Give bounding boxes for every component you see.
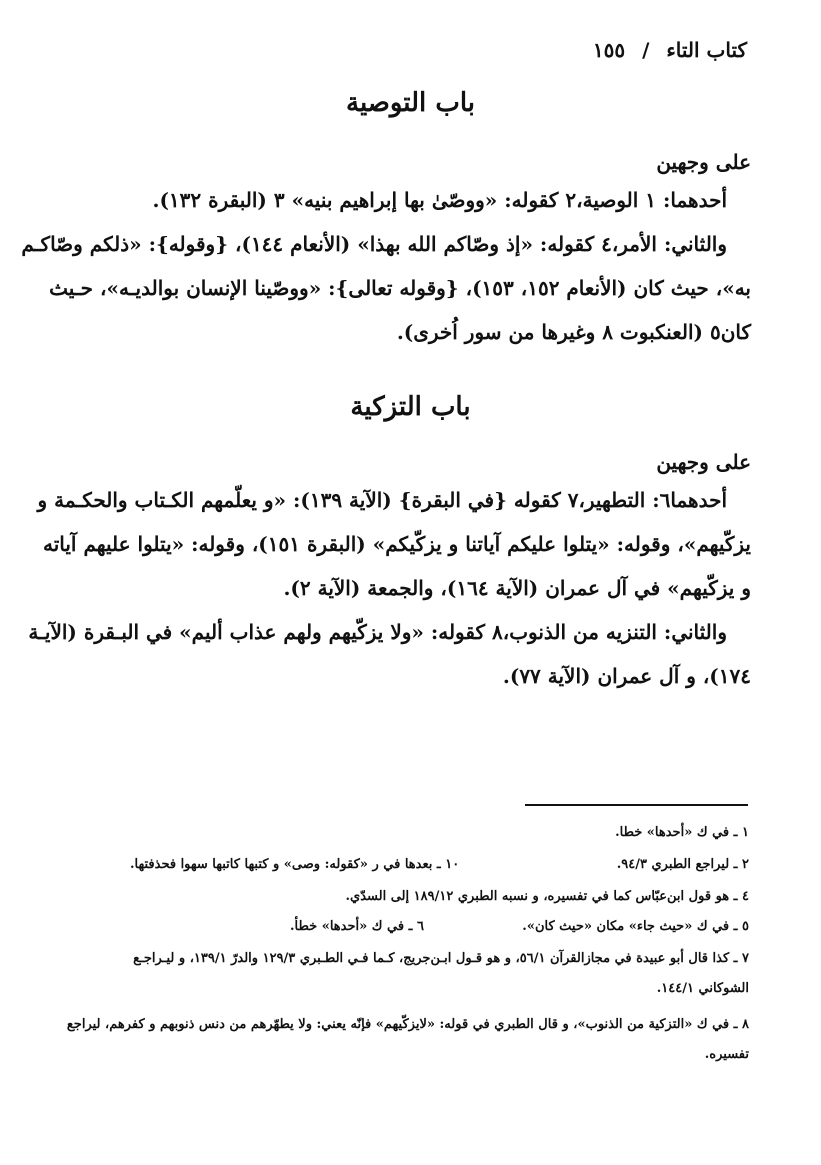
- footnote-6: ٦ ـ في ك «أحدها» خطأ.: [290, 919, 424, 934]
- body-line: والثاني: الأمر،٤ كقوله: «إذ وصّاكم الله بهذا» (الأنعام ١٤٤)، {وقوله}: «ذلكم وصّاكـم: [21, 232, 727, 256]
- running-header: [74, 38, 747, 72]
- section-title-tawsiya: باب التوصية: [346, 88, 475, 118]
- body-line: و يزكّيهم» في آل عمران (الآية ١٦٤)، والجمعة (الآية ٢).: [283, 576, 751, 600]
- footnote-4: ٤ ـ هو قول ابن‌عبّاس كما في تفسيره، و نسبه الطبري ١٨٩/١٢ إلى السدّي.: [345, 889, 749, 904]
- footnote-7-continued: الشوكاني ١٤٤/١.: [656, 981, 749, 996]
- section-body: [21, 178, 751, 354]
- footnote-10: ١٠ ـ بعدها في ر «كقوله: وصى» و كتبها كاتبها سهوا فحذفتها.: [130, 857, 460, 872]
- footnote-7: ٧ ـ كذا قال أبو عبيدة في مجازالقرآن ٥٦/١، و هو قـول ابـن‌جريج، كـما فـي الطـبري ١٢٩/٣ والدرّ ١٣٩/١، و ليـراجـع: [133, 951, 749, 966]
- footnote-8: ٨ ـ في ك «التزكية من الذنوب»، و قال الطبري في قوله: «لايزكّيهم» فإنّه يعني: ولا يطهّرهم من دنس ذنوبهم و كفرهم، ليراجع: [66, 1017, 749, 1032]
- header-separator: /: [642, 38, 650, 62]
- body-line: كان٥ (العنكبوت ٨ وغيرها من سور اُخرى).: [396, 320, 751, 344]
- footnote-5: ٥ ـ في ك «حيث جاء» مكان «حيث كان».: [522, 919, 749, 934]
- footnote-divider: [525, 804, 748, 806]
- body-line: به»، حيث كان (الأنعام ١٥٢، ١٥٣)، {وقوله تعالى}: «ووصّينا الإنسان بوالديـه»، حـيث: [49, 276, 751, 300]
- footnote-8-continued: تفسيره.: [704, 1047, 749, 1062]
- body-line: والثاني: التنزيه من الذنوب،٨ كقوله: «ولا يزكّيهم ولهم عذاب أليم» في البـقرة (الآيـة: [28, 620, 727, 644]
- body-line: أحدهما٦: التطهير،٧ كقوله {في البقرة} (الآية ١٣٩): «و يعلّمهم الكـتاب والحكـمة و: [37, 488, 727, 512]
- section-title-tazkiya: باب التزكية: [350, 392, 471, 422]
- body-line: يزكّيهم»، وقوله: «يتلوا عليكم آياتنا و يزكّيكم» (البقرة ١٥١)، وقوله: «يتلوا عليهم آياته: [42, 532, 751, 556]
- footnote-2: ٢ ـ ليراجع الطبري ٩٤/٣.: [616, 857, 749, 872]
- footnote-1: ١ ـ في ك «أحدها» خطا.: [615, 825, 749, 840]
- section-body: [28, 478, 751, 698]
- section-subheading: على وجهين: [656, 150, 751, 174]
- body-line: أحدهما: ١ الوصية،٢ كقوله: «ووصّىٰ بها إبراهيم بنيه» ٣ (البقرة ١٣٢).: [152, 188, 727, 212]
- body-line: ١٧٤)، و آل عمران (الآية ٧٧).: [502, 664, 751, 688]
- section-subheading: على وجهين: [656, 450, 751, 474]
- page-number: ١٥٥: [592, 38, 626, 62]
- book-title: كتاب التاء: [666, 38, 747, 62]
